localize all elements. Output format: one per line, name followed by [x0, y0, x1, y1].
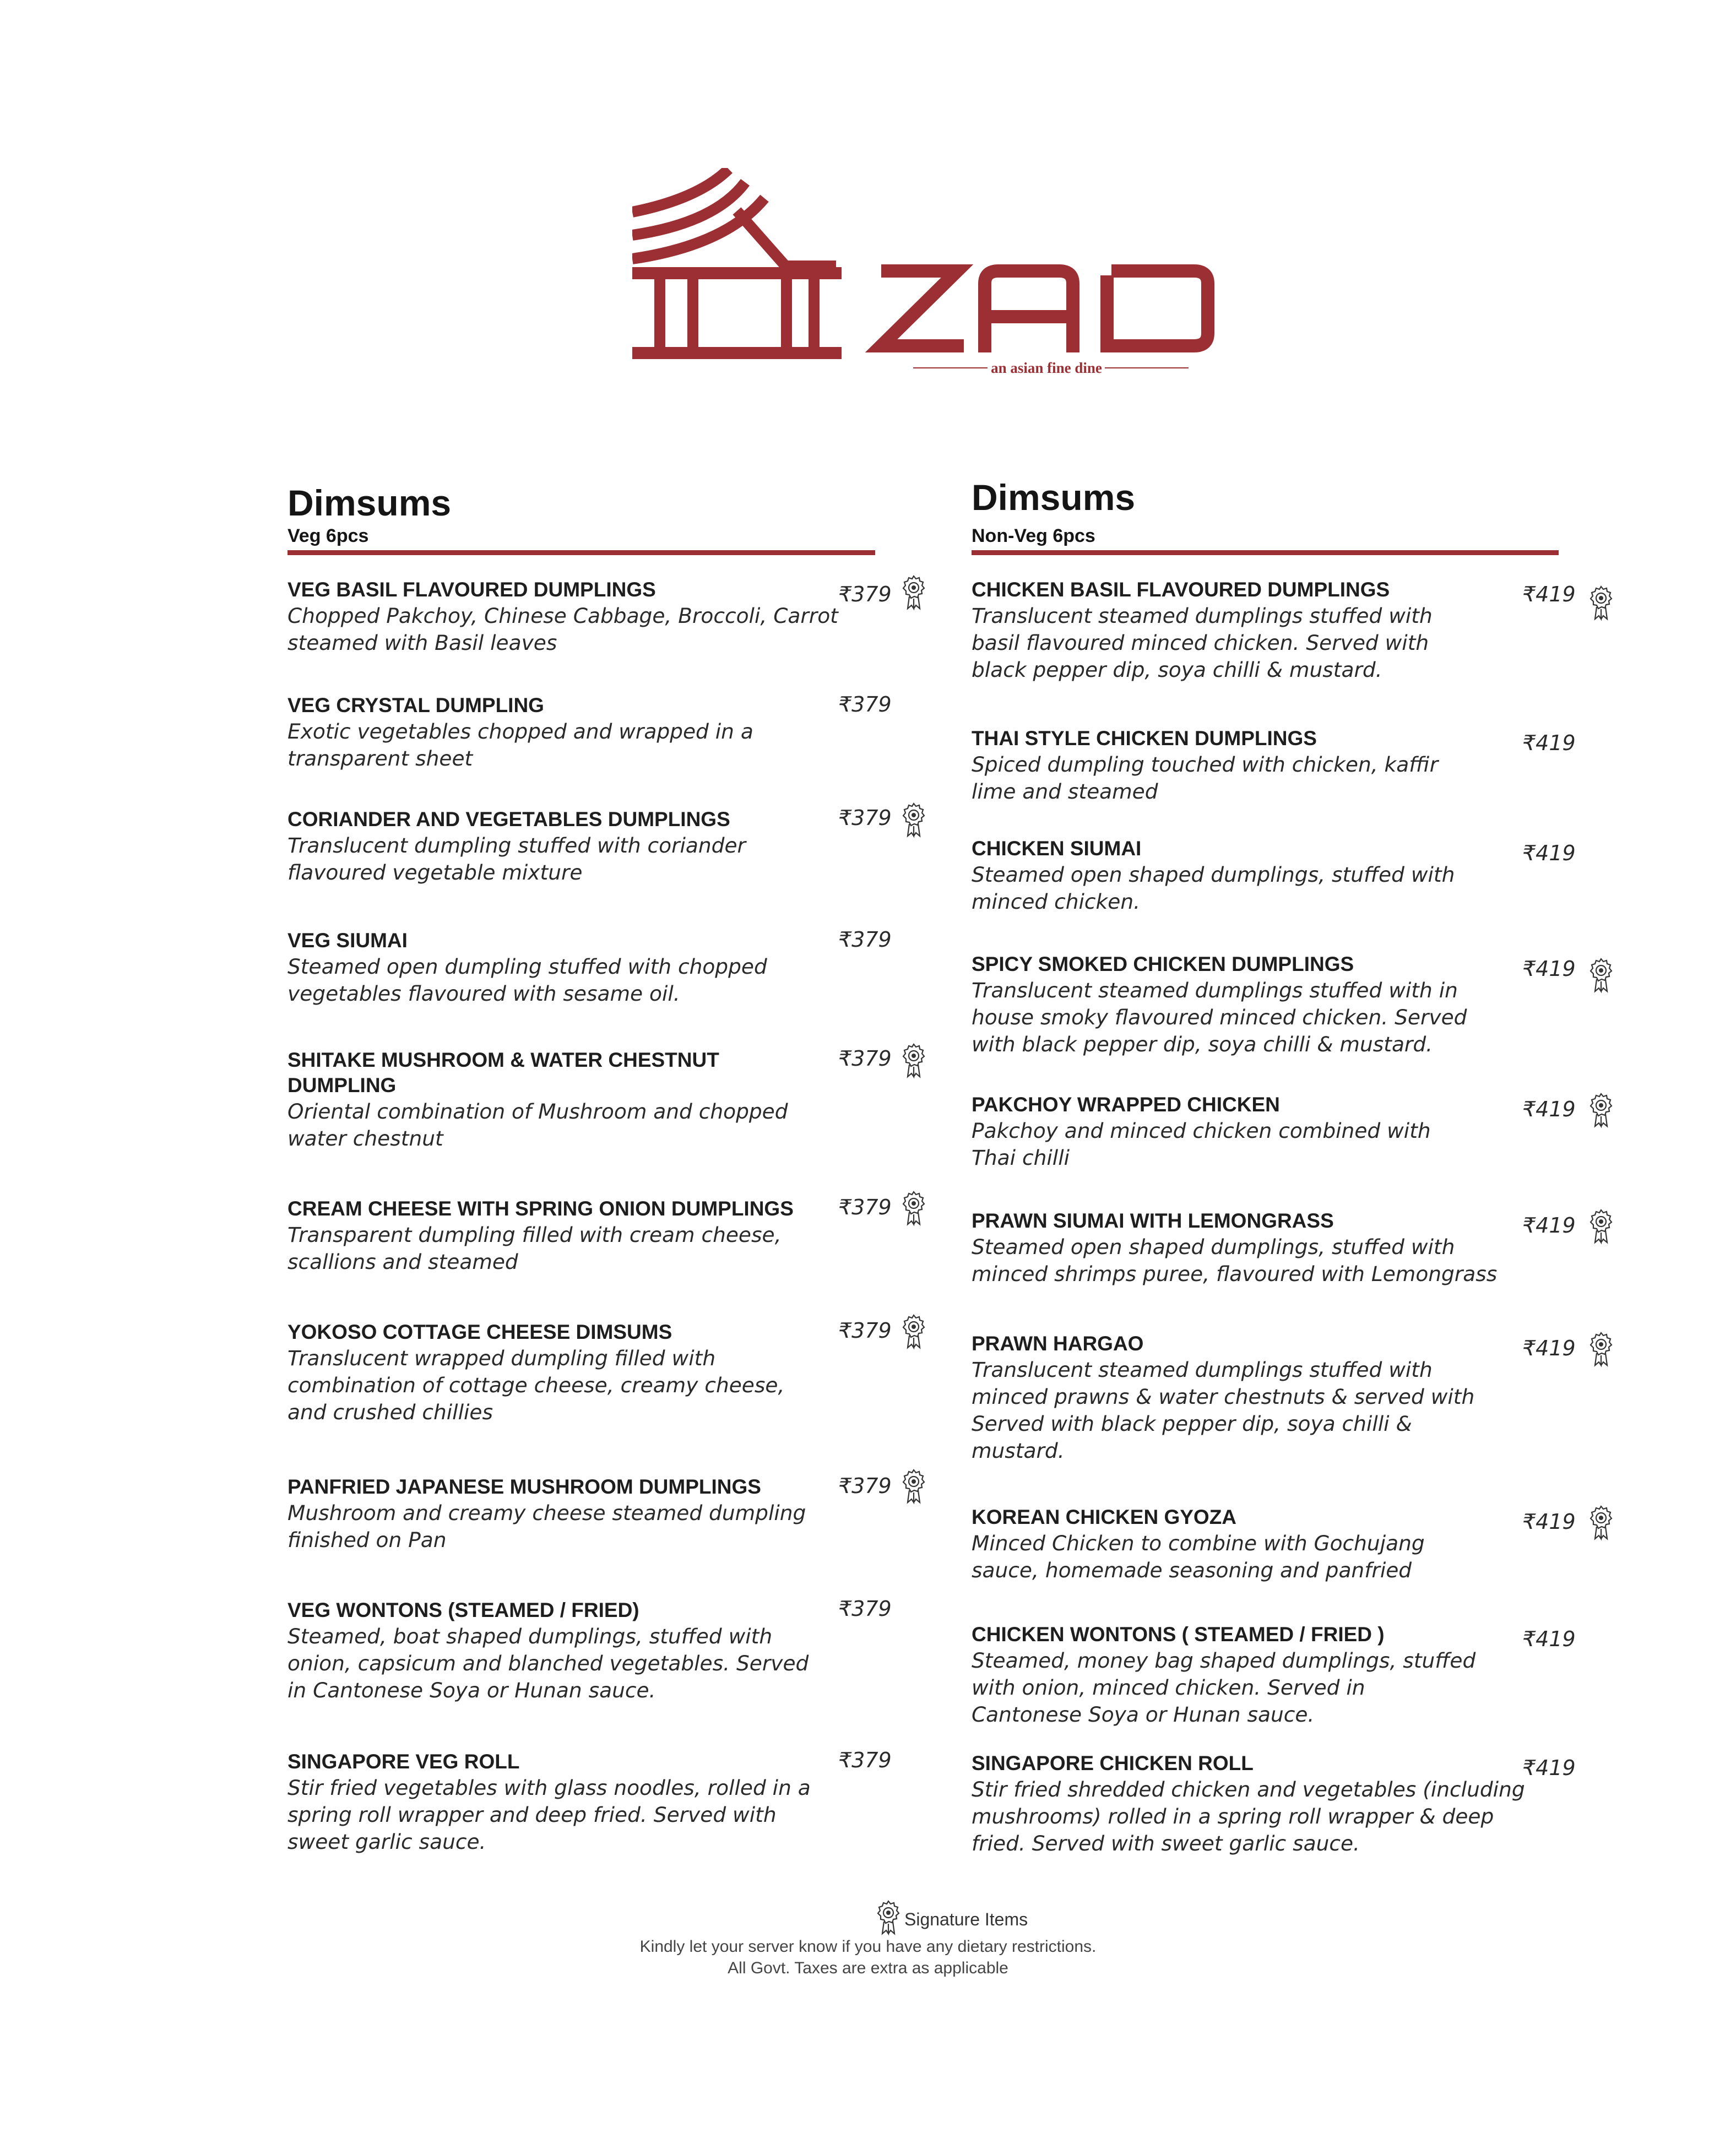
item-price: ₹379: [838, 1195, 892, 1219]
item-name: CHICKEN SIUMAI: [972, 837, 1142, 860]
signature-rosette-icon: [902, 1314, 925, 1350]
item-name: PAKCHOY WRAPPED CHICKEN: [972, 1093, 1280, 1116]
item-name: CHICKEN WONTONS ( STEAMED / FRIED ): [972, 1623, 1385, 1646]
veg-section-divider: [287, 550, 875, 555]
item-description: Stir fried shredded chicken and vegetables (including mushrooms) rolled in a spring roll wrapper & deep fried. Served with sweet garlic sauce.: [972, 1777, 1525, 1855]
item-price: ₹379: [838, 1748, 892, 1772]
item-name: SINGAPORE CHICKEN ROLL: [972, 1752, 1254, 1774]
item-description: Steamed, boat shaped dumplings, stuffed with onion, capsicum and blanched vegetables. Served in Cantonese Soya or Hunan sauce.: [287, 1624, 809, 1702]
item-price: ₹419: [1522, 1510, 1576, 1534]
menu-item: [972, 1751, 1525, 1857]
item-name: SPICY SMOKED CHICKEN DUMPLINGS: [972, 953, 1354, 975]
menu-item: [972, 1092, 1522, 1171]
item-description: Steamed open shaped dumplings, stuffed with minced chicken.: [972, 862, 1455, 914]
item-description: Spiced dumpling touched with chicken, kaffir lime and steamed: [972, 752, 1439, 804]
menu-item: [287, 1320, 838, 1426]
menu-item: [972, 952, 1522, 1058]
veg-section-title: Dimsums: [287, 482, 452, 523]
item-description: Minced Chicken to combine with Gochujang sauce, homemade seasoning and panfried: [972, 1531, 1425, 1582]
menu-item: [972, 836, 1522, 915]
item-description: Transparent dumpling filled with cream cheese, scallions and steamed: [287, 1223, 782, 1274]
menu-item: [972, 726, 1522, 805]
veg-section-subtitle: Veg 6pcs: [287, 525, 369, 546]
item-description: Translucent steamed dumplings stuffed with basil flavoured minced chicken. Served with black pepper dip, soya chilli & mustard.: [972, 604, 1433, 682]
signature-rosette-icon: [1589, 585, 1613, 621]
nonveg-section-title: Dimsums: [972, 477, 1136, 518]
item-description: Oriental combination of Mushroom and chopped water chestnut: [287, 1099, 788, 1151]
menu-item: [287, 1749, 838, 1855]
item-description: Translucent wrapped dumpling filled with combination of cottage cheese, creamy cheese, and crushed chillies: [287, 1346, 785, 1424]
item-description: Translucent steamed dumplings stuffed with in house smoky flavoured minced chicken. Served with black pepper dip, soya chilli & mustard.: [972, 978, 1467, 1056]
menu-item: [972, 1331, 1522, 1464]
item-description: Chopped Pakchoy, Chinese Cabbage, Broccoli, Carrot steamed with Basil leaves: [287, 604, 838, 655]
signature-rosette-icon: [1589, 957, 1613, 994]
menu-item: [287, 807, 838, 886]
item-price: ₹419: [1522, 957, 1576, 981]
menu-item: [287, 577, 838, 656]
menu-item: [972, 577, 1522, 683]
item-name: CREAM CHEESE WITH SPRING ONION DUMPLINGS: [287, 1197, 794, 1220]
menu-item: [972, 1622, 1522, 1728]
item-price: ₹419: [1522, 1213, 1576, 1238]
item-price: ₹379: [838, 806, 892, 830]
signature-rosette-icon: [902, 574, 925, 611]
nonveg-section-divider: [972, 550, 1559, 555]
item-name: CHICKEN BASIL FLAVOURED DUMPLINGS: [972, 578, 1390, 601]
menu-item: [972, 1505, 1522, 1584]
item-name: THAI STYLE CHICKEN DUMPLINGS: [972, 727, 1317, 750]
item-name: VEG WONTONS (STEAMED / FRIED): [287, 1599, 639, 1621]
menu-item: [287, 1598, 838, 1704]
item-name: PRAWN SIUMAI WITH LEMONGRASS: [972, 1209, 1334, 1232]
item-price: ₹419: [1522, 582, 1576, 606]
item-price: ₹419: [1522, 841, 1576, 865]
item-price: ₹419: [1522, 1627, 1576, 1651]
item-name: VEG BASIL FLAVOURED DUMPLINGS: [287, 578, 656, 601]
item-price: ₹379: [838, 1046, 892, 1071]
menu-item: [287, 1048, 838, 1152]
item-description: Steamed, money bag shaped dumplings, stuffed with onion, minced chicken. Served in Cantonese Soya or Hunan sauce.: [972, 1648, 1476, 1727]
item-name: SHITAKE MUSHROOM & WATER CHESTNUT DUMPLING: [287, 1049, 719, 1097]
item-description: Translucent steamed dumplings stuffed with minced prawns & water chestnuts & served with Served with black pepper dip, soya chilli & mustard.: [972, 1358, 1475, 1463]
item-price: ₹379: [838, 1597, 892, 1621]
veg-section: [287, 0, 892, 2149]
signature-rosette-icon: [902, 1043, 925, 1079]
signature-rosette-icon: [1589, 1208, 1613, 1245]
tax-note: All Govt. Taxes are extra as applicable: [728, 1959, 1008, 1977]
item-description: Mushroom and creamy cheese steamed dumpling finished on Pan: [287, 1501, 806, 1552]
signature-rosette-icon: [1589, 1331, 1613, 1367]
item-description: Translucent dumpling stuffed with coriander flavoured vegetable mixture: [287, 833, 746, 884]
menu-item: [287, 1474, 838, 1554]
menu-item: [287, 693, 838, 772]
item-description: Steamed open shaped dumplings, stuffed with minced shrimps puree, flavoured with Lemongrass: [972, 1235, 1498, 1286]
item-price: ₹379: [838, 692, 892, 717]
menu-item: [287, 1196, 838, 1276]
menu-item: [972, 1208, 1522, 1288]
item-description: Steamed open dumpling stuffed with chopped vegetables flavoured with sesame oil.: [287, 954, 767, 1006]
item-name: PRAWN HARGAO: [972, 1332, 1144, 1355]
item-price: ₹419: [1522, 1756, 1576, 1780]
item-price: ₹379: [838, 1474, 892, 1498]
item-price: ₹379: [838, 582, 892, 606]
item-price: ₹379: [838, 1318, 892, 1343]
item-price: ₹419: [1522, 731, 1576, 755]
item-name: KOREAN CHICKEN GYOZA: [972, 1506, 1237, 1528]
nonveg-section-subtitle: Non-Veg 6pcs: [972, 525, 1095, 546]
item-name: SINGAPORE VEG ROLL: [287, 1750, 520, 1773]
item-description: Pakchoy and minced chicken combined with Thai chilli: [972, 1119, 1431, 1170]
item-price: ₹419: [1522, 1336, 1576, 1360]
menu-item: [287, 928, 838, 1007]
signature-rosette-icon: [1589, 1505, 1613, 1541]
item-name: PANFRIED JAPANESE MUSHROOM DUMPLINGS: [287, 1475, 761, 1498]
item-name: VEG SIUMAI: [287, 929, 408, 952]
item-name: CORIANDER AND VEGETABLES DUMPLINGS: [287, 808, 730, 831]
item-price: ₹419: [1522, 1097, 1576, 1121]
signature-legend-label: Signature Items: [904, 1909, 1028, 1929]
item-description: Exotic vegetables chopped and wrapped in a transparent sheet: [287, 719, 753, 770]
item-description: Stir fried vegetables with glass noodles, rolled in a spring roll wrapper and deep fried. Served with sweet garlic sauce.: [287, 1776, 811, 1854]
brand-tagline: an asian fine dine: [991, 360, 1102, 376]
signature-rosette-icon: [902, 1190, 925, 1227]
signature-rosette-icon: [877, 1898, 900, 1937]
signature-rosette-icon: [902, 802, 925, 838]
item-name: VEG CRYSTAL DUMPLING: [287, 694, 544, 717]
signature-rosette-icon: [1589, 1092, 1613, 1128]
nonveg-section: [972, 0, 1576, 2149]
dietary-note: Kindly let your server know if you have any dietary restrictions.: [639, 1938, 1097, 1956]
item-price: ₹379: [838, 927, 892, 952]
item-name: YOKOSO COTTAGE CHEESE DIMSUMS: [287, 1321, 672, 1343]
signature-rosette-icon: [902, 1468, 925, 1505]
